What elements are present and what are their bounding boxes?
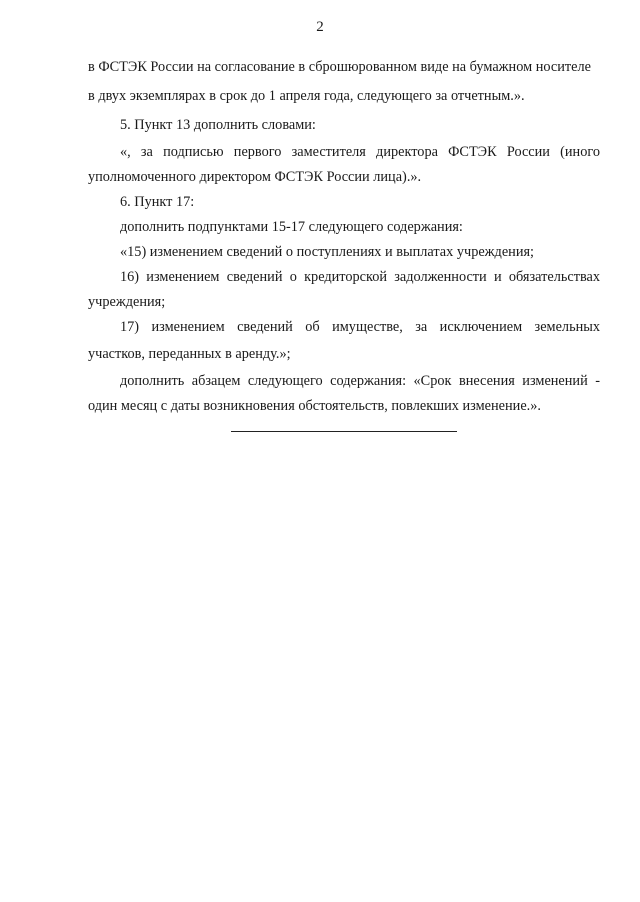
text-line: в двух экземплярах в срок до 1 апреля года, следующего за отчетным.». bbox=[88, 88, 525, 104]
text-line: один месяц с даты возникновения обстоятельств, повлекших изменение.». bbox=[88, 398, 541, 414]
text-line: в ФСТЭК России на согласование в сброшюрованном виде на бумажном носителе bbox=[88, 59, 591, 75]
text-line: дополнить абзацем следующего содержания: «Срок внесения изменений - bbox=[120, 373, 600, 389]
text-line: учреждения; bbox=[88, 294, 166, 310]
text-line: 16) изменением сведений о кредиторской задолженности и обязательствах bbox=[120, 269, 600, 285]
page-number: 2 bbox=[316, 19, 324, 35]
text-line: 5. Пункт 13 дополнить словами: bbox=[120, 117, 316, 133]
text-line: уполномоченного директором ФСТЭК России лица).». bbox=[88, 169, 422, 185]
text-line: 17) изменением сведений об имуществе, за исключением земельных bbox=[120, 319, 600, 335]
text-line: «, за подписью первого заместителя директора ФСТЭК России (иного bbox=[120, 144, 600, 160]
text-line: участков, переданных в аренду.»; bbox=[88, 346, 291, 362]
text-line: «15) изменением сведений о поступлениях и выплатах учреждения; bbox=[120, 244, 535, 260]
text-line: дополнить подпунктами 15-17 следующего содержания: bbox=[120, 219, 463, 235]
text-line: 6. Пункт 17: bbox=[120, 194, 195, 210]
end-separator-line bbox=[231, 431, 457, 432]
